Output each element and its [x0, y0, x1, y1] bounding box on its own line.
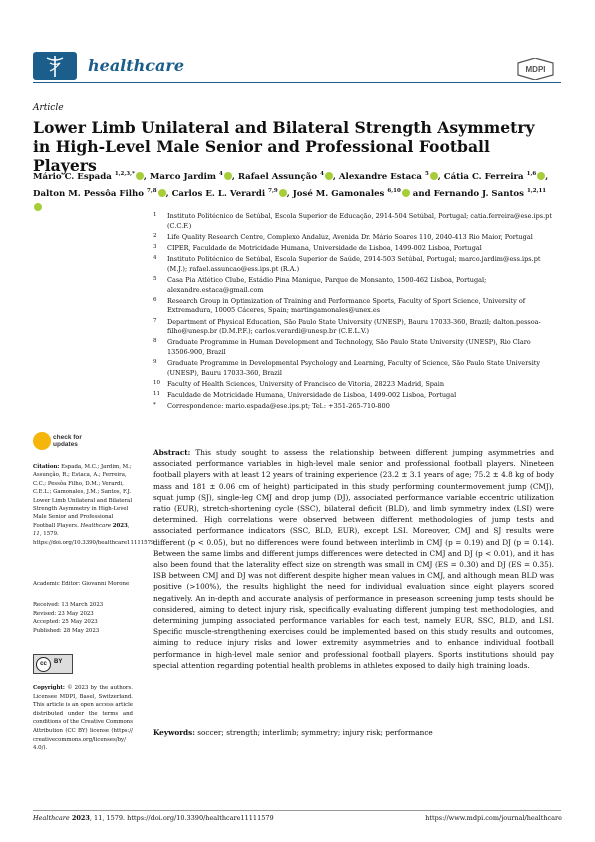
- affiliation-item: [153, 380, 553, 390]
- citation-journal: Healthcare: [80, 522, 111, 529]
- orcid-icon[interactable]: [402, 189, 410, 197]
- affiliation-number: 8: [153, 338, 157, 345]
- affiliation-text: Instituto Politécnico de Setúbal, Escola Superior de Educação, 2914-504 Setúbal, Portugal; catia.ferreira@ese.ips.pt (C.C.F.): [167, 212, 552, 230]
- affiliation-text: Graduate Programme in Human Development and Technology, São Paulo State University (UNESP), Rio Claro 13506-900, Brazil: [167, 338, 531, 356]
- affiliation-item: [153, 391, 553, 401]
- affiliation-number: 4: [153, 255, 157, 262]
- author-name[interactable]: Fernando J. Santos $^{1,2,11}$: [33, 189, 546, 213]
- orcid-icon[interactable]: [279, 189, 287, 197]
- affiliation-number: 2: [153, 232, 157, 239]
- affiliation-item: [153, 244, 553, 254]
- affiliation-item: [153, 212, 553, 231]
- affiliation-text: Instituto Politécnico de Setúbal, Escola Superior de Saúde, 2914-503 Setúbal, Portugal; marco.jardim@ess.ips.pt (M.J.); rafael.assuncao@ess.ips.pt (R.A.): [167, 255, 541, 273]
- affiliation-number: 11: [153, 391, 160, 398]
- check-for-updates-button[interactable]: [33, 432, 103, 454]
- journal-name: healthcare: [88, 56, 184, 75]
- check-updates-line1: check for: [53, 434, 82, 441]
- copyright-block: [33, 684, 133, 753]
- orcid-icon[interactable]: [136, 172, 144, 180]
- citation-text: Espada, M.C.; Jardim, M.; Assunção, R.; Estaca, A.; Ferreira, C.C.; Pessôa Filho, D.M.; Verardi, C.E.L.; Gamonales, J.M.; Santos, F.J. Lower Limb Unilateral and Bilateral Strength Asymmetry in High-Level Male Senior and Professional Football Players.: [33, 464, 133, 529]
- journal-logo: [33, 52, 77, 80]
- citation-label: Citation:: [33, 464, 60, 470]
- affiliation-number: 5: [153, 275, 157, 282]
- affiliation-number: 1: [153, 212, 157, 218]
- orcid-icon[interactable]: [325, 172, 333, 180]
- author-name[interactable]: Mário C. Espada $^{1,2,3,*}$: [33, 172, 144, 182]
- academic-editor: Academic Editor: Giovanni Morone: [33, 581, 130, 587]
- author-affiliation-sup: 4: [219, 171, 223, 177]
- footer-journal-url[interactable]: https://www.mdpi.com/journal/healthcare: [425, 814, 562, 822]
- orcid-icon[interactable]: [224, 172, 232, 180]
- copyright-label: Copyright:: [33, 685, 65, 691]
- footer-year: 2023: [71, 814, 90, 822]
- author-affiliation-sup: 7,9: [268, 187, 278, 194]
- author-affiliation-sup: 4: [320, 171, 324, 177]
- author-affiliation-sup: 7,8: [147, 187, 157, 194]
- affiliation-item: [153, 402, 553, 412]
- mdpi-label: MDPI: [525, 65, 546, 74]
- footer-rule: [33, 810, 561, 811]
- affiliation-number: 7: [153, 317, 157, 324]
- affiliation-text: CIPER, Faculdade de Motricidade Humana, Universidade de Lisboa, 1499-002 Lisboa, Portugal: [167, 243, 482, 252]
- affiliation-item: [153, 359, 553, 378]
- author-name[interactable]: Dalton M. Pessôa Filho $^{7,8}$: [33, 189, 166, 199]
- paper-title: Lower Limb Unilateral and Bilateral Strength Asymmetry in High-Level Male Senior and Professional Football Players: [33, 118, 535, 175]
- author-name[interactable]: Marco Jardim $^4$: [150, 172, 232, 182]
- citation-block: Citation: Espada, M.C.; Jardim, M.; Assunção, R.; Estaca, A.; Ferreira, C.C.; Pessôa Filho, D.M.; Verardi, C.E.L.; Gamonales, J.M.; Santos, F.J. Lower Limb Unilateral and Bilateral Strength Asymmetry in High-Level Male Senior and Professional Football Players. Healthcare 2023, 11, 1579. https://doi.org/10.3390/healthcare11111579: [33, 464, 155, 546]
- affiliation-text: Faculdade de Motricidade Humana, Universidade de Lisboa, 1499-002 Lisboa, Portugal: [167, 391, 457, 400]
- affiliation-text: Correspondence: mario.espada@ese.ips.pt; Tel.: +351-265-710-800: [167, 402, 390, 411]
- citation-volume: 11: [33, 531, 40, 538]
- article-type: Article: [33, 103, 64, 113]
- header-rule: [33, 82, 561, 83]
- copyright-text: © 2023 by the authors. Licensee MDPI, Basel, Switzerland. This article is an open access article distributed under the terms and conditions of the Creative Commons Attribution (CC BY) license (https:// creativecommons.org/licenses/by/ 4.0/).: [33, 685, 133, 752]
- abstract: [153, 447, 554, 671]
- affiliations: [153, 212, 553, 413]
- affiliation-item: [153, 233, 553, 243]
- affiliation-number: 6: [153, 296, 157, 303]
- orcid-icon[interactable]: [158, 189, 166, 197]
- author-list: Mário C. Espada $^{1,2,3,*}$ , Marco Jardim $^4$ , Rafael Assunção $^4$ , Alexandre Estaca $^5$ , Cátia C. Ferreira $^{1,6}$ , Dalton M. Pessôa Filho $^{7,8}$ , Carlos E. L. Verardi $^{7,9}$ , José M. Gamonales $^{6,10}$ and Fernando J. Santos $^{1,2,11}$: [33, 167, 553, 215]
- affiliation-item: [153, 276, 553, 295]
- footer-journal: Healthcare: [33, 814, 70, 822]
- affiliation-item: [153, 318, 553, 337]
- date-item: Published: 28 May 2023: [33, 627, 100, 634]
- date-item: Accepted: 25 May 2023: [33, 619, 98, 626]
- publication-dates: [33, 601, 133, 635]
- cc-by-license-logo[interactable]: [33, 654, 73, 674]
- footer-citation: [33, 814, 274, 822]
- abstract-label: Abstract:: [153, 448, 191, 457]
- affiliation-number: *: [153, 402, 156, 409]
- keywords-label: Keywords:: [153, 728, 195, 737]
- affiliation-number: 9: [153, 359, 157, 366]
- cc-icon: cc: [36, 657, 51, 672]
- date-item: Received: 13 March 2023: [33, 602, 104, 608]
- affiliation-item: [153, 255, 553, 274]
- affiliation-text: Department of Physical Education, São Paulo State University (UNESP), Bauru 17033-360, Brazil; dalton.pessoa-filho@unesp.br (D.M.P.F.); carlos.verardi@unesp.br (C.E.L.V.): [167, 317, 541, 336]
- author-affiliation-sup: 1,2,11: [527, 187, 547, 194]
- by-icon: BY: [54, 659, 63, 665]
- author-name[interactable]: Cátia C. Ferreira $^{1,6}$: [444, 172, 545, 182]
- affiliation-number: 10: [153, 379, 160, 386]
- affiliation-text: Casa Pia Atlético Clube, Estádio Pina Manique, Parque de Monsanto, 1500-462 Lisboa, Portugal; alexandre.estaca@gmail.com: [167, 275, 487, 294]
- date-item: Revised: 23 May 2023: [33, 610, 94, 617]
- abstract-text: This study sought to assess the relationship between different jumping asymmetries and associated performance variables in high-level male senior and professional football players. Nineteen football players with at least 12 years of training experience (23.2 ± 3.1 years of age; 75.2 ± 4.8 kg of body mass and 181 ± 0.06 cm of height) participated in this study performing countermovement jump (CMJ), squat jump (SJ), single-leg CMJ and drop jump (DJ), associated performance variable eccentric utilization ratio (EUR), stretch-shortening cycle (SSC), bilateral deficit (BLD), and limb symmetry index (LSI) were determined. High correlations were observed between different methodologies of jump tests and associated performance indicators (SSC, BLD, EUR), except LSI. Moreover, CMJ and SJ results were different (p < 0.05), but no differences were found between interlimb in CMJ (p = 0.19) and DJ (p = 0.14). Between the same limbs and different jumps differences were detected in CMJ and DJ (p < 0.01), and it has also been found that the laterality effect size on strength was small in CMJ (ES = 0.30) and DJ (ES = 0.35). ISB between CMJ and DJ was not different despite higher mean values in CMJ, and although mean BLD was positive (>100%), the results highlight the need for individual evaluation since eight players scored negatively. An in-depth and accurate analysis of performance in preseason screening jump tests should be considered, aiming to detect injury risk, specifically evaluating different jumping test methodologies, and determining jumping associated performance variables for each test, namely EUR, SSC, BLD, and LSI. Specific muscle-strengthening exercises could be implemented based on this study results and outcomes, aiming to reduce injury risks and lower extremity asymmetries and to enhance individual football performance in high-level male senior and professional football players. Sports institutions should pay special attention regarding potential health problems in athletes exposed to daily high training loads.: [153, 448, 554, 670]
- check-updates-line2: updates: [53, 441, 78, 448]
- affiliation-text: Faculty of Health Sciences, University of Francisco de Vitoria, 28223 Madrid, Spain: [167, 379, 445, 388]
- author-affiliation-sup: 5: [424, 171, 429, 177]
- orcid-icon[interactable]: [537, 172, 545, 180]
- affiliation-text: Life Quality Research Centre, Complexo Andaluz, Avenida Dr. Mário Soares 110, 2040-413 Rio Maior, Portugal: [167, 232, 533, 241]
- author-name[interactable]: Rafael Assunção $^4$: [238, 172, 333, 182]
- affiliation-number: 3: [153, 243, 157, 250]
- footer-doi[interactable]: , 11, 1579. https://doi.org/10.3390/healthcare11111579: [89, 814, 274, 822]
- affiliation-text: Research Group in Optimization of Training and Performance Sports, Faculty of Sport Science, University of Extremadura, 10005 Cáceres, Spain; martingamonales@unex.es: [167, 296, 526, 315]
- caduceus-icon: [33, 52, 77, 80]
- orcid-icon[interactable]: [430, 172, 438, 180]
- keywords-text: soccer; strength; interlimb; symmetry; injury risk; performance: [197, 728, 433, 737]
- affiliation-item: [153, 338, 553, 357]
- orcid-icon[interactable]: [34, 203, 42, 211]
- update-icon: [33, 432, 51, 450]
- author-affiliation-sup: 1,2,3,*: [114, 171, 135, 177]
- citation-doi[interactable]: , 1579. https://doi.org/10.3390/healthcare11111579: [33, 531, 155, 546]
- author-name[interactable]: José M. Gamonales $^{6,10}$: [293, 189, 410, 199]
- keywords: [153, 728, 554, 737]
- author-affiliation-sup: 6,10: [387, 187, 401, 194]
- author-name[interactable]: Alexandre Estaca $^5$: [339, 172, 438, 182]
- author-affiliation-sup: 1,6: [526, 171, 537, 177]
- citation-year: 2023: [112, 522, 128, 529]
- author-name[interactable]: Carlos E. L. Verardi $^{7,9}$: [172, 189, 287, 199]
- affiliation-item: [153, 297, 553, 316]
- mdpi-logo: [517, 58, 554, 80]
- affiliation-text: Graduate Programme in Developmental Psychology and Learning, Faculty of Science, São Paulo State University (UNESP), Bauru 17033-360, Brazil: [167, 359, 541, 377]
